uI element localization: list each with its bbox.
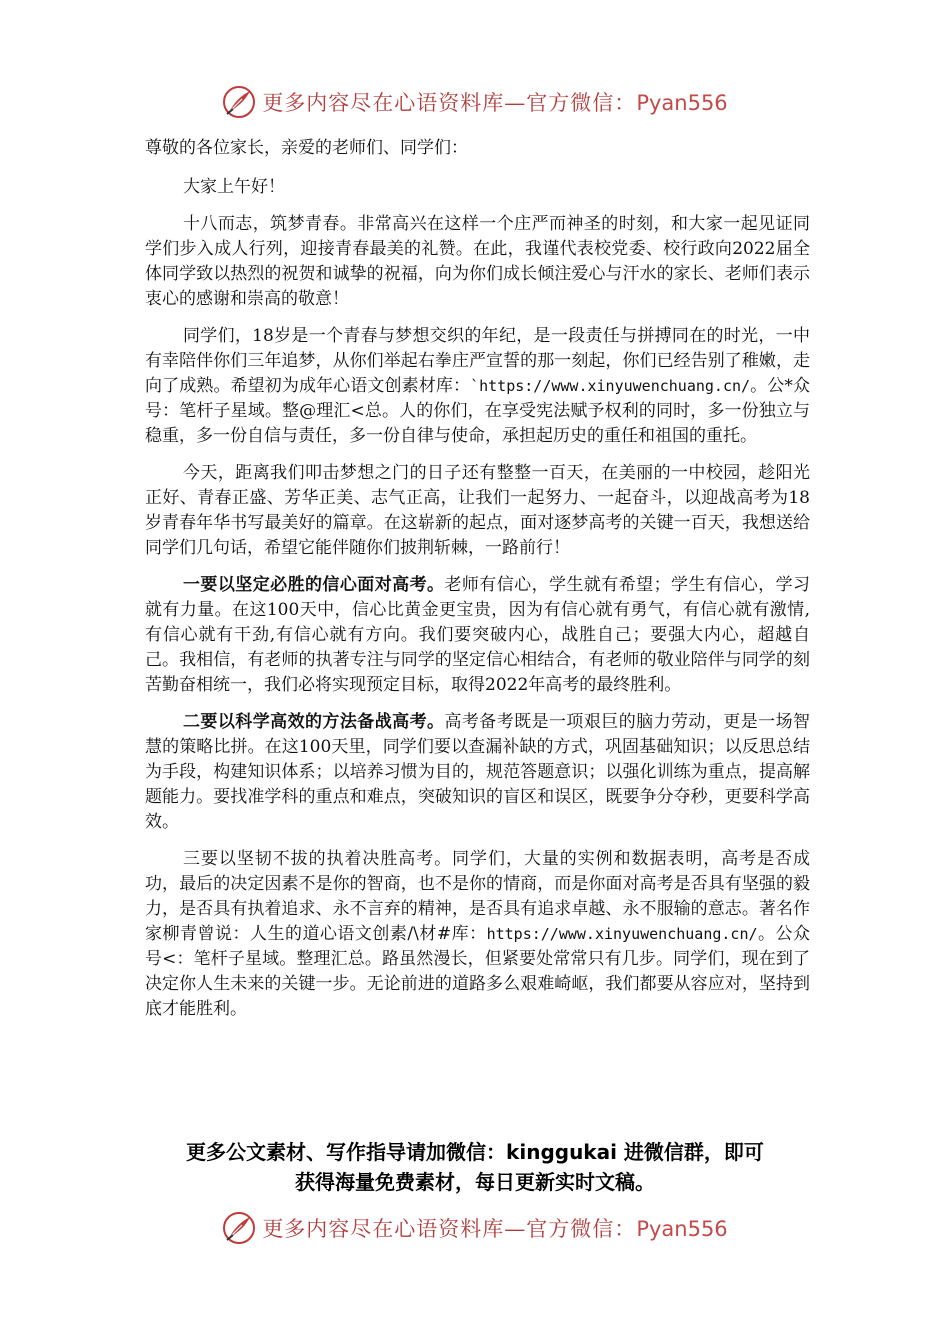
greeting: 大家上午好！ bbox=[183, 177, 285, 197]
paragraph-6: 三要以坚韧不拔的执着决胜高考。同学们，大量的实例和数据表明，高考是否成功，最后的决定因素不是你的智商，也不是你的情商，而是你面对高考是否具有坚强的毅力，是否具有执着追求、永不言弃的精神，是否具有追求卓越、永不服输的意志。著名作家柳青曾说：人生的道心语文创素/\材#库：https://www.xinyuwenchuang.cn/。公众号<：笔杆子星域。整理汇总。路虽然漫长，但紧要处常常只有几步。同学们，现在到了决定你人生未来的关键一步。无论前进的道路多么艰难崎岖，我们都要从容应对，坚持到底才能胜利。 bbox=[145, 849, 810, 1019]
website-url: https://www.xinyuwenchuang.cn/ bbox=[486, 925, 758, 943]
banner-text: 更多内容尽在心语资料库—官方微信：Pyan556 bbox=[262, 1217, 728, 1241]
point-2-heading: 二要以科学高效的方法备战高考。 bbox=[183, 712, 445, 732]
cta-line-1: 更多公文素材、写作指导请加微信：kinggukai 进微信群，即可 bbox=[186, 1140, 764, 1164]
paragraph-2: 同学们，18岁是一个青春与梦想交织的年纪，是一段责任与拼搏同在的时光，一中有幸陪伴你们三年追梦，从你们举起右拳庄严宣誓的那一刻起，你们已经告别了稚嫩，走向了成熟。希望初为成年心语文创素材库：`https://www.xinyuwenchuang.cn/。公*众号：笔杆子星域。整@理汇<总。人的你们，在享受宪法赋予权利的同时，多一份独立与稳重，多一份自信与责任，多一份自律与使命，承担起历史的重任和祖国的重托。 bbox=[145, 326, 811, 446]
paragraph-5: 二要以科学高效的方法备战高考。高考备考既是一项艰巨的脑力劳动，更是一场智慧的策略比拼。在这100天里，同学们要以查漏补缺的方式，巩固基础知识；以反思总结为手段，构建知识体系；以培养习惯为目的，规范答题意识；以强化训练为重点，提高解题能力。要找准学科的重点和难点，突破知识的盲区和误区，既要争分夺秒，更要科学高效。 bbox=[145, 712, 811, 832]
header-banner bbox=[0, 82, 950, 122]
point-1-heading: 一要以坚定必胜的信心面对高考。 bbox=[183, 575, 445, 595]
wechat-id: Pyan556 bbox=[636, 91, 728, 115]
paragraph-4: 一要以坚定必胜的信心面对高考。老师有信心，学生就有希望；学生有信心，学习就有力量。在这100天中，信心比黄金更宝贵，因为有信心就有勇气，有信心就有激情,有信心就有干劲,有信心就有方向。我们要突破内心，战胜自己；要强大内心，超越自己。我相信，有老师的执著专注与同学的坚定信心相结合，有老师的敬业陪伴与同学的刻苦勤奋相统一，我们必将实现预定目标，取得2022年高考的最终胜利。 bbox=[145, 575, 811, 695]
wechat-cta bbox=[120, 1137, 830, 1197]
letter-body bbox=[145, 136, 810, 1034]
quill-pen-logo-icon bbox=[222, 85, 256, 119]
paragraph-1: 十八而志，筑梦青春。非常高兴在这样一个庄严而神圣的时刻，和大家一起见证同学们步入成人行列，迎接青春最美的礼赞。在此，我谨代表校党委、校行政向2022届全体同学致以热烈的祝贺和诚挚的祝福，向为你们成长倾注爱心与汗水的家长、老师们表示衷心的感谢和崇高的敬意！ bbox=[145, 214, 810, 309]
salutation: 尊敬的各位家长，亲爱的老师们、同学们： bbox=[145, 138, 468, 158]
website-url: `https://www.xinyuwenchuang.cn/ bbox=[470, 377, 751, 395]
footer-banner bbox=[0, 1208, 950, 1248]
quill-pen-logo-icon bbox=[222, 1211, 256, 1245]
banner-text: 更多内容尽在心语资料库—官方微信：Pyan556 bbox=[262, 91, 728, 115]
wechat-id: Pyan556 bbox=[636, 1217, 728, 1241]
paragraph-3: 今天，距离我们叩击梦想之门的日子还有整整一百天，在美丽的一中校园，趁阳光正好、青春正盛、芳华正美、志气正高，让我们一起努力、一起奋斗，以迎战高考为18岁青春年华书写最美好的篇章。在这崭新的起点，面对逐梦高考的关键一百天，我想送给同学们几句话，希望它能伴随你们披荆斩棘，一路前行！ bbox=[145, 463, 810, 558]
cta-line-2: 获得海量免费素材，每日更新实时文稿。 bbox=[295, 1170, 655, 1194]
